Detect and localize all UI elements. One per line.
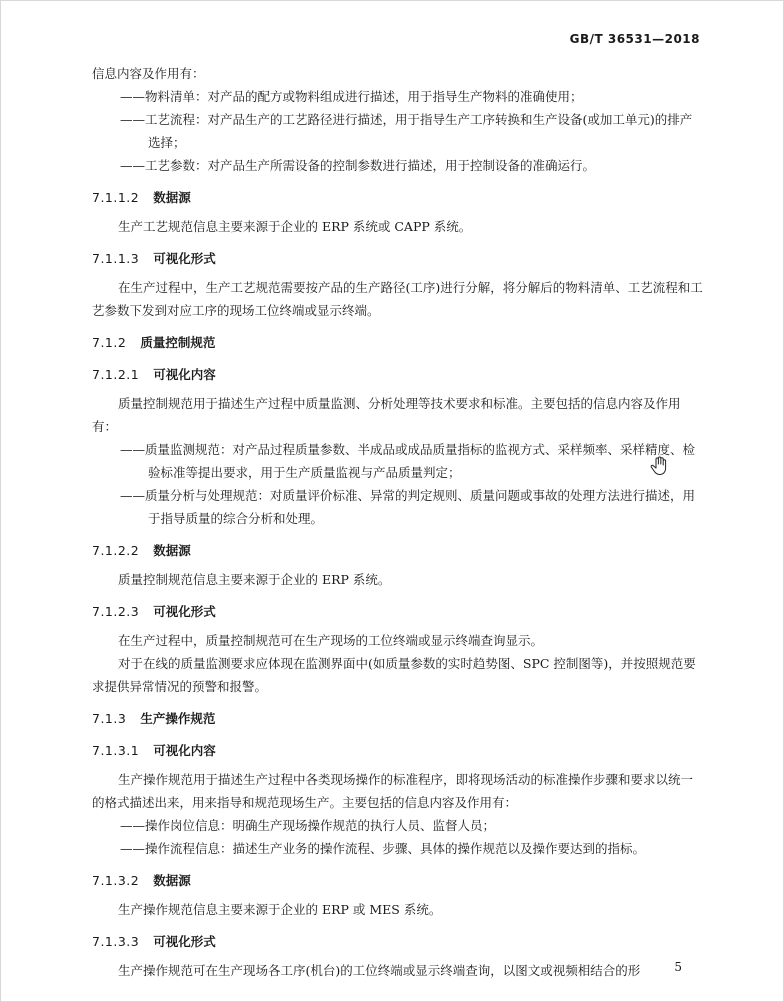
section-title: 可视化形式 [153, 251, 216, 266]
section-heading-7-1-3-3 [92, 930, 704, 953]
section-heading-7-1-2-1 [92, 363, 704, 386]
section-heading-7-1-3-2 [92, 869, 704, 892]
section-heading-7-1-2 [92, 331, 704, 354]
section-title: 生产操作规范 [140, 711, 216, 726]
list-item: ——质量监测规范：对产品过程质量参数、半成品或成品质量指标的监视方式、采样频率、采样精度、检验标准等提出要求，用于生产质量监视与产品质量判定； [120, 442, 696, 480]
hand-cursor-icon [650, 456, 668, 476]
section-number: 7.1.2.1 [92, 367, 140, 382]
section-title: 数据源 [153, 543, 191, 558]
page-number: 5 [674, 960, 682, 974]
paragraph: 生产操作规范信息主要来源于企业的 ERP 或 MES 系统。 [118, 902, 442, 917]
paragraph: 信息内容及作用有： [92, 66, 205, 81]
section-number: 7.1.2.2 [92, 543, 140, 558]
section-title: 数据源 [153, 190, 191, 205]
section-number: 7.1.3.1 [92, 743, 140, 758]
paragraph: 质量控制规范信息主要来源于企业的 ERP 系统。 [118, 572, 391, 587]
list-item: ——操作岗位信息：明确生产现场操作规范的执行人员、监督人员； [120, 818, 496, 833]
section-heading-7-1-3 [92, 707, 704, 730]
paragraph: 对于在线的质量监测要求应体现在监测界面中(如质量参数的实时趋势图、SPC 控制图等)，并按照规范要求提供异常情况的预警和报警。 [92, 656, 696, 694]
section-title: 可视化内容 [153, 367, 216, 382]
section-heading-7-1-2-3 [92, 600, 704, 623]
section-number: 7.1.1.2 [92, 190, 140, 205]
section-title: 可视化内容 [153, 743, 216, 758]
paragraph: 质量控制规范用于描述生产过程中质量监测、分析处理等技术要求和标准。主要包括的信息内容及作用有： [92, 396, 681, 434]
section-heading-7-1-1-3 [92, 247, 704, 270]
section-number: 7.1.1.3 [92, 251, 140, 266]
section-title: 可视化形式 [153, 934, 216, 949]
paragraph: 生产操作规范可在生产现场各工序(机台)的工位终端或显示终端查询，以图文或视频相结合的形 [118, 963, 641, 978]
section-number: 7.1.2 [92, 335, 127, 350]
paragraph: 生产操作规范用于描述生产过程中各类现场操作的标准程序，即将现场活动的标准操作步骤和要求以统一的格式描述出来，用来指导和规范现场生产。主要包括的信息内容及作用有： [92, 772, 694, 810]
document-body [92, 62, 704, 982]
list-item: ——工艺流程：对产品生产的工艺路径进行描述，用于指导生产工序转换和生产设备(或加工单元)的排产选择； [120, 112, 693, 150]
list-item: ——质量分析与处理规范：对质量评价标准、异常的判定规则、质量问题或事故的处理方法进行描述，用于指导质量的综合分析和处理。 [120, 488, 696, 526]
paragraph: 在生产过程中，生产工艺规范需要按产品的生产路径(工序)进行分解，将分解后的物料清单、工艺流程和工艺参数下发到对应工序的现场工位终端或显示终端。 [92, 280, 703, 318]
section-title: 可视化形式 [153, 604, 216, 619]
section-number: 7.1.3.2 [92, 873, 140, 888]
section-heading-7-1-2-2 [92, 539, 704, 562]
paragraph: 生产工艺规范信息主要来源于企业的 ERP 系统或 CAPP 系统。 [118, 219, 472, 234]
section-number: 7.1.3.3 [92, 934, 140, 949]
section-number: 7.1.2.3 [92, 604, 140, 619]
list-item: ——工艺参数：对产品生产所需设备的控制参数进行描述，用于控制设备的准确运行。 [120, 158, 596, 173]
section-heading-7-1-3-1 [92, 739, 704, 762]
paragraph: 在生产过程中，质量控制规范可在生产现场的工位终端或显示终端查询显示。 [118, 633, 544, 648]
list-item: ——操作流程信息：描述生产业务的操作流程、步骤、具体的操作规范以及操作要达到的指标。 [120, 841, 646, 856]
standard-code-header: GB/T 36531—2018 [569, 32, 700, 46]
section-heading-7-1-1-2 [92, 186, 704, 209]
section-title: 质量控制规范 [140, 335, 216, 350]
section-number: 7.1.3 [92, 711, 127, 726]
list-item: ——物料清单：对产品的配方或物料组成进行描述，用于指导生产物料的准确使用； [120, 89, 583, 104]
section-title: 数据源 [153, 873, 191, 888]
